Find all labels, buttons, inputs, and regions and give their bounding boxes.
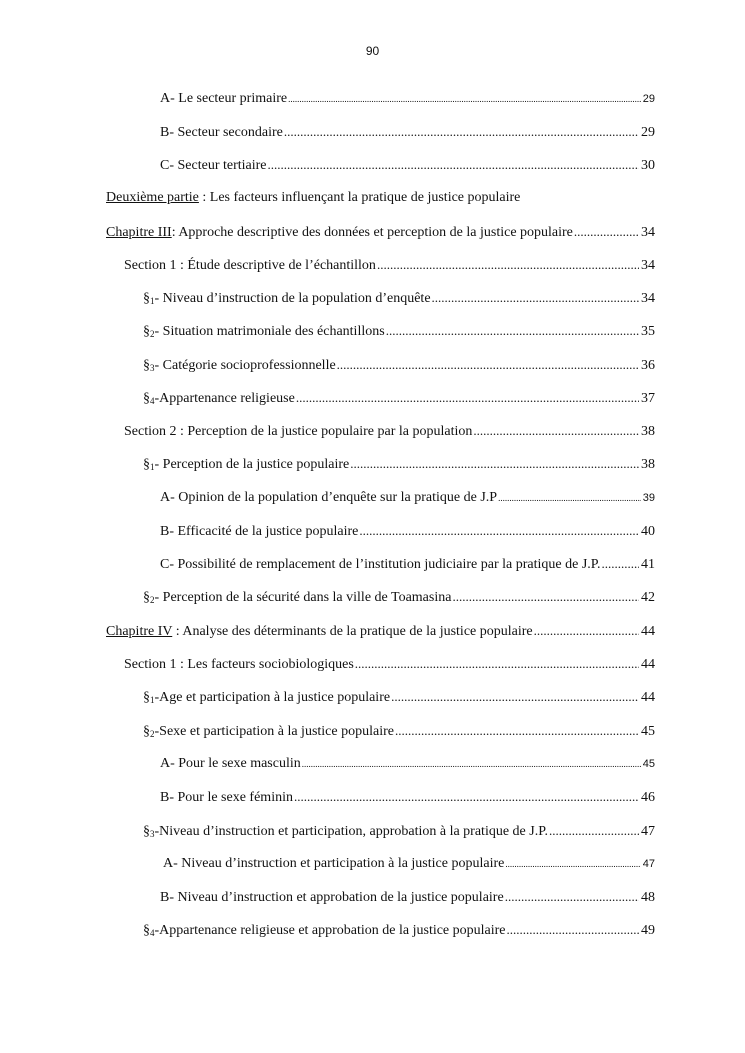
toc-leader-dots — [355, 655, 639, 673]
toc-section-entry — [124, 256, 655, 274]
toc-entry — [143, 588, 655, 606]
toc-leader-dots — [337, 356, 639, 374]
toc-entry — [160, 555, 655, 573]
toc-page-number: 34 — [641, 291, 655, 306]
toc-page-number: 46 — [641, 790, 655, 805]
toc-page-number: 49 — [641, 923, 655, 938]
section-symbol: § — [143, 824, 150, 839]
toc-entry-label: Section 1 : Étude descriptive de l’échantillon — [124, 258, 376, 273]
toc-entry-label: A- Le secteur primaire — [160, 91, 288, 106]
toc-entry — [163, 855, 655, 873]
toc-entry — [143, 722, 655, 740]
toc-page-number: 36 — [641, 358, 655, 373]
toc-leader-dots — [549, 822, 639, 840]
toc-page-number: 48 — [641, 890, 655, 905]
toc-entry-label: - Perception de la justice populaire — [154, 457, 350, 472]
toc-entry — [160, 156, 655, 174]
toc-entry — [143, 389, 655, 407]
toc-entry-label: -Appartenance religieuse et approbation de la justice populaire — [154, 923, 506, 938]
toc-entry — [143, 921, 655, 939]
toc-entry-label: Section 2 : Perception de la justice populaire par la population — [124, 424, 473, 439]
toc-leader-dots — [268, 156, 639, 174]
toc-entry — [143, 356, 655, 374]
toc-page-number: 35 — [641, 324, 655, 339]
toc-entry-label: -Appartenance religieuse — [154, 391, 295, 406]
toc-entry — [160, 788, 655, 806]
toc-entry — [143, 822, 655, 840]
section-subscript: 2 — [150, 329, 155, 339]
section-subscript: 3 — [150, 363, 155, 373]
toc-entry-label: -Niveau d’instruction et participation, approbation à la pratique de J.P. — [154, 824, 548, 839]
toc-page-number: 47 — [641, 824, 655, 839]
section-symbol: § — [143, 923, 150, 938]
section-subscript: 1 — [150, 296, 155, 306]
section-subscript: 2 — [150, 595, 155, 605]
toc-entry-label: : Les facteurs influençant la pratique de justice populaire — [198, 190, 521, 205]
toc-entry-label: - Niveau d’instruction de la population d’enquête — [154, 291, 431, 306]
toc-section-entry — [124, 655, 655, 673]
section-symbol: § — [143, 391, 150, 406]
toc-page-number: 38 — [641, 424, 655, 439]
toc-entry — [160, 90, 655, 108]
toc-page-number: 30 — [641, 158, 655, 173]
toc-entry-label: A- Opinion de la population d’enquête sur la pratique de J.P — [160, 490, 498, 505]
toc-page-number: 44 — [641, 624, 655, 639]
toc-leader-dots — [498, 489, 641, 507]
toc-leader-dots — [386, 322, 639, 340]
toc-leader-dots — [302, 755, 641, 773]
toc-entry — [143, 455, 655, 473]
toc-entry-label: A- Niveau d’instruction et participation à la justice populaire — [163, 856, 505, 871]
toc-page-number: 39 — [642, 492, 655, 504]
toc-leader-dots — [507, 921, 639, 939]
toc-entry — [160, 888, 655, 906]
toc-entry-label: A- Pour le sexe masculin — [160, 756, 301, 771]
toc-leader-dots — [284, 123, 639, 141]
toc-entry-label: - Catégorie socioprofessionnelle — [154, 358, 336, 373]
toc-entry-label: : Analyse des déterminants de la pratique de la justice populaire — [172, 624, 533, 639]
section-subscript: 1 — [150, 695, 155, 705]
toc-page-number: 34 — [641, 258, 655, 273]
toc-leader-dots — [391, 688, 639, 706]
toc-entry-label: C- Possibilité de remplacement de l’institution judiciaire par la pratique de J.P. — [160, 557, 601, 572]
toc-leader-dots — [473, 422, 639, 440]
toc-entry-label: C- Secteur tertiaire — [160, 158, 267, 173]
toc-entry — [143, 688, 655, 706]
section-symbol: § — [143, 724, 150, 739]
section-subscript: 3 — [150, 829, 155, 839]
toc-page-number: 34 — [641, 225, 655, 240]
toc-leader-dots — [288, 90, 641, 108]
toc-page-number: 42 — [641, 590, 655, 605]
toc-leader-dots — [377, 256, 639, 274]
toc-page-number: 45 — [641, 724, 655, 739]
toc-chapter-entry — [106, 223, 655, 241]
toc-entry-label: - Perception de la sécurité dans la ville de Toamasina — [154, 590, 452, 605]
toc-entry — [160, 123, 655, 141]
section-symbol: § — [143, 690, 150, 705]
toc-leader-dots — [452, 588, 639, 606]
toc-entry — [160, 755, 655, 773]
toc-page-number: 40 — [641, 524, 655, 539]
toc-chapter-prefix: Chapitre III — [106, 225, 172, 240]
toc-entry-label: B- Secteur secondaire — [160, 125, 283, 140]
toc-page-number: 44 — [641, 657, 655, 672]
toc-entry-label: B- Efficacité de la justice populaire — [160, 524, 359, 539]
toc-leader-dots — [602, 555, 639, 573]
page-number: 90 — [365, 44, 380, 58]
toc-page-number: 45 — [642, 758, 655, 770]
toc-page-number: 29 — [642, 93, 655, 105]
toc-part-heading — [106, 189, 655, 207]
toc-page-number: 47 — [642, 858, 655, 870]
toc-entry-label: - Situation matrimoniale des échantillons — [154, 324, 385, 339]
toc-leader-dots — [294, 788, 639, 806]
toc-entry — [160, 489, 655, 507]
toc-entry-label: B- Niveau d’instruction et approbation de la justice populaire — [160, 890, 504, 905]
toc-leader-dots — [432, 289, 639, 307]
toc-chapter-prefix: Chapitre IV — [106, 624, 173, 639]
section-symbol: § — [143, 358, 150, 373]
toc-leader-dots — [395, 722, 639, 740]
toc-leader-dots — [574, 223, 639, 241]
toc-page-number: 38 — [641, 457, 655, 472]
toc-entry-label: : Approche descriptive des données et perception de la justice populaire — [171, 225, 573, 240]
section-symbol: § — [143, 324, 150, 339]
section-symbol: § — [143, 590, 150, 605]
toc-page-number: 41 — [641, 557, 655, 572]
toc-page-number: 44 — [641, 690, 655, 705]
toc-entry-label: -Age et participation à la justice populaire — [154, 690, 391, 705]
toc-page-number: 37 — [641, 391, 655, 406]
toc-leader-dots — [505, 855, 640, 873]
section-symbol: § — [143, 457, 150, 472]
toc-page-number: 29 — [641, 125, 655, 140]
toc-entry — [143, 289, 655, 307]
section-subscript: 4 — [150, 396, 155, 406]
toc-part-prefix: Deuxième partie — [106, 190, 199, 205]
toc-entry — [160, 522, 655, 540]
section-subscript: 4 — [150, 928, 155, 938]
toc-leader-dots — [296, 389, 639, 407]
toc-entry-label: Section 1 : Les facteurs sociobiologiques — [124, 657, 354, 672]
toc-leader-dots — [350, 455, 639, 473]
toc-leader-dots — [359, 522, 639, 540]
toc-entry — [143, 322, 655, 340]
toc-leader-dots — [505, 888, 639, 906]
section-symbol: § — [143, 291, 150, 306]
toc-entry-label: -Sexe et participation à la justice populaire — [154, 724, 394, 739]
toc-leader-dots — [534, 622, 639, 640]
section-subscript: 1 — [150, 462, 155, 472]
toc-chapter-entry — [106, 622, 655, 640]
toc-section-entry — [124, 422, 655, 440]
toc-entry-label: B- Pour le sexe féminin — [160, 790, 293, 805]
section-subscript: 2 — [150, 729, 155, 739]
